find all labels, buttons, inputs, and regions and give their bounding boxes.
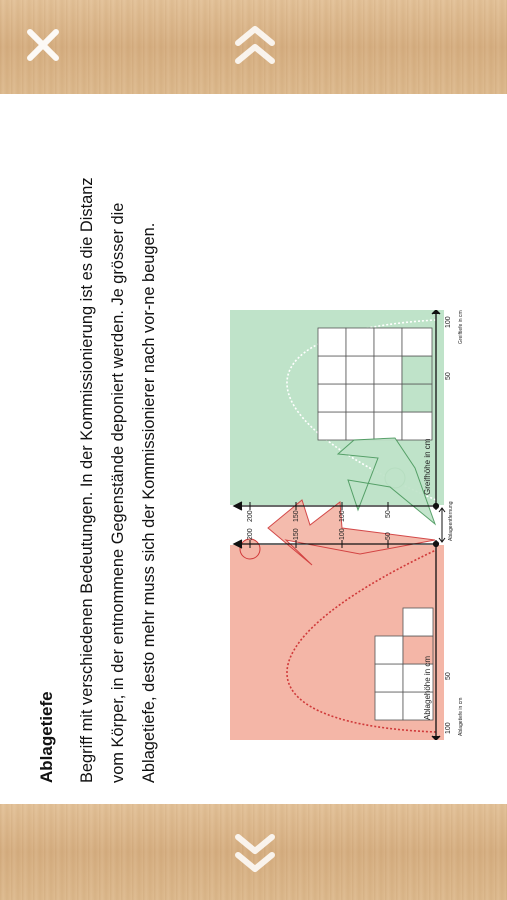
tick-200-left: 200 [247,528,254,540]
tick-200-right: 200 [247,510,254,522]
tick-depth-50-left: 50 [445,672,452,680]
previous-page-button[interactable] [230,20,280,70]
center-measure [433,503,445,546]
tick-50-right: 50 [385,510,392,518]
tick-depth-50-right: 50 [445,372,452,380]
tick-100-left: 100 [339,528,346,540]
right-shelf-grid [318,328,432,440]
content-panel [0,94,507,804]
chevron-double-down-icon [232,831,278,875]
article-title: Ablagetiefe [37,691,56,783]
tick-50-left: 50 [385,532,392,540]
tick-150-left: 150 [293,528,300,540]
tick-150-right: 150 [293,510,300,522]
top-toolbar [0,0,507,94]
tick-depth-100-right: 100 [445,316,452,328]
next-page-button[interactable] [230,828,280,878]
tick-depth-100-left: 100 [445,722,452,734]
chevron-double-up-icon [232,23,278,67]
reach-depth-figure [230,310,495,740]
bottom-toolbar [0,804,507,900]
article-body: Begriff mit verschiedenen Bedeutungen. In der Kommissionierung ist es die Distanz vom Körper, in der entnommene Gegenstände deponiert werden. Je grösser die Ablagetiefe, desto mehr muss sich der Kommissionierer nach vor-ne beugen. [78,177,158,783]
tick-100-right: 100 [339,510,346,522]
left-axis-label: Ablagehöhe in cm [423,655,432,720]
right-bottom-label: Greiftiefe in cm [458,310,464,344]
right-axis-label: Greifhöhe in cm [423,438,432,495]
center-label: Ablageentfernung [448,501,454,541]
rotated-page [0,94,507,804]
close-button[interactable] [18,20,68,70]
close-icon [23,25,63,65]
left-bottom-label: Ablagetiefe in cm [458,697,464,736]
